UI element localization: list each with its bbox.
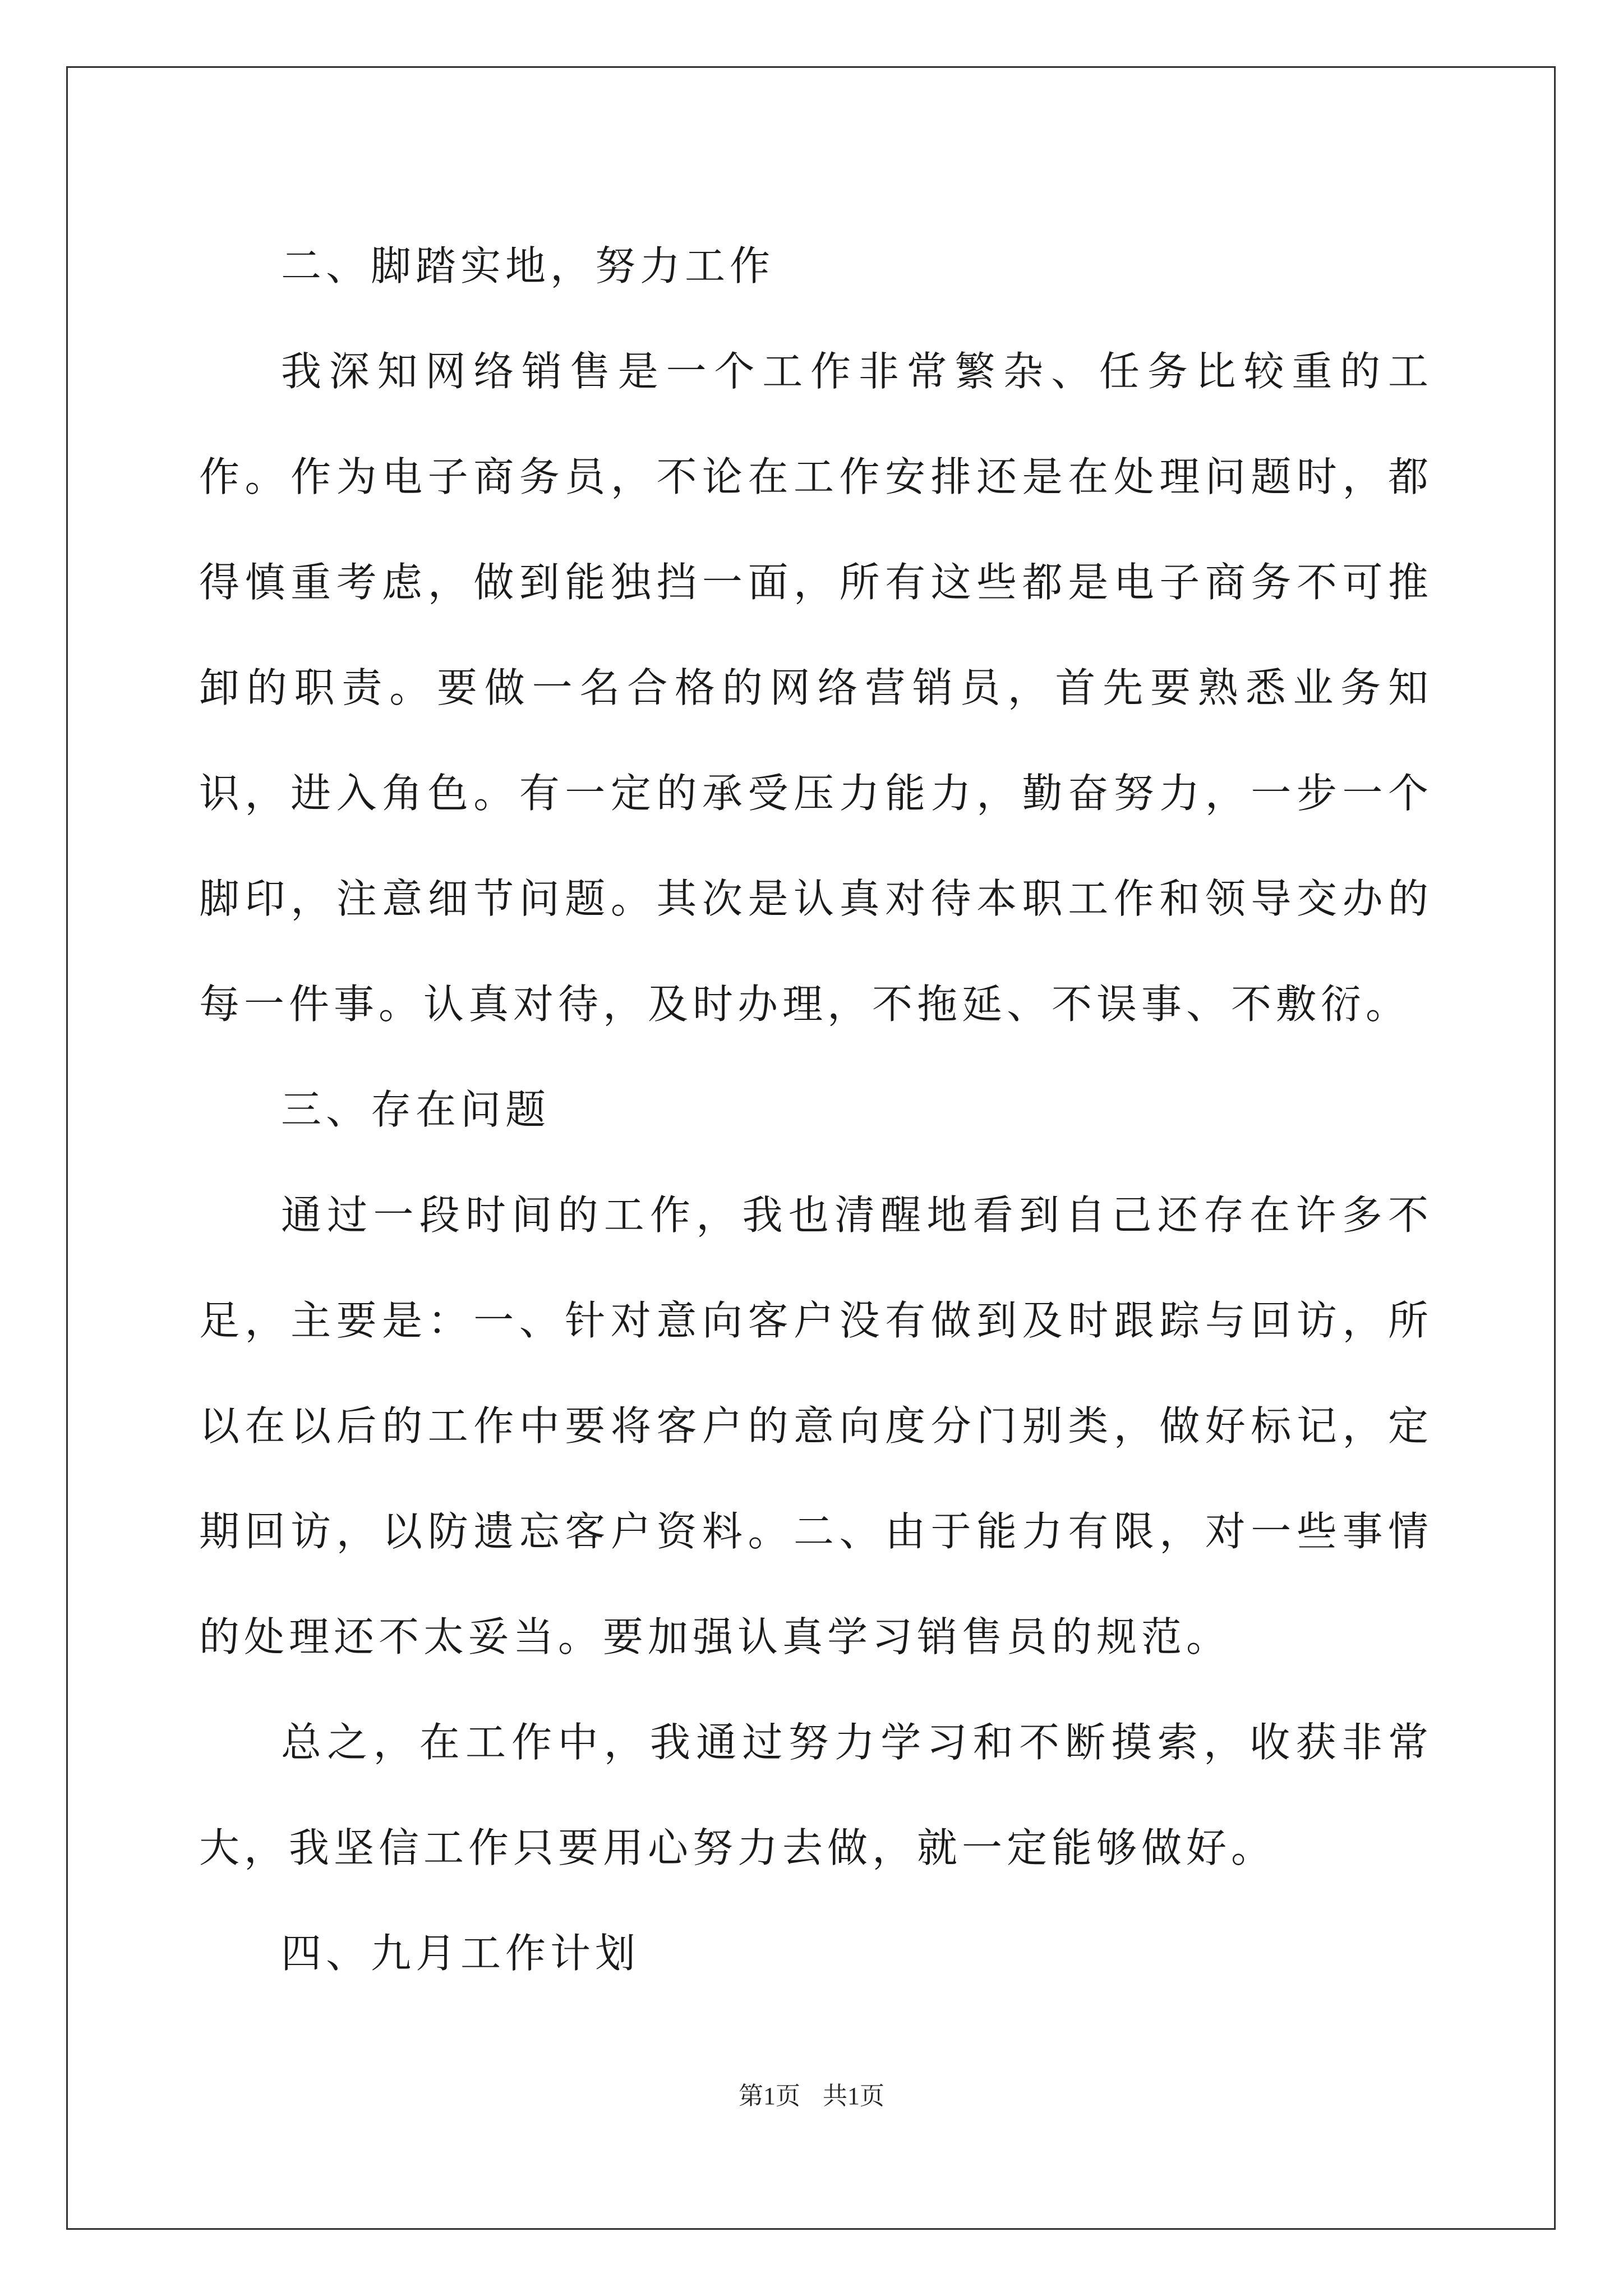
paragraph: 通过一段时间的工作，我也清醒地看到自己还存在许多不足，主要是：一、针对意向客户没有做到及时跟踪与回访，所以在以后的工作中要将客户的意向度分门别类，做好标记，定期回访，以防遗忘客户资料。二、由于能力有限，对一些事情的处理还不太妥当。要加强认真学习销售员的规范。 <box>199 1191 1433 1660</box>
page-footer <box>0 2076 1623 2111</box>
section-heading: 三、存在问题 <box>281 1086 551 1133</box>
section-heading: 四、九月工作计划 <box>281 1930 640 1977</box>
page-total: 共1页 <box>823 2082 884 2110</box>
section-heading: 二、脚踏实地，努力工作 <box>281 242 775 289</box>
page-number: 第1页 <box>739 2082 800 2110</box>
paragraph: 总之，在工作中，我通过努力学习和不断摸索，收获非常大，我坚信工作只要用心努力去做，就一定能够做好。 <box>199 1719 1433 1871</box>
paragraph: 我深知网络销售是一个工作非常繁杂、任务比较重的工作。作为电子商务员，不论在工作安排还是在处理问题时，都得慎重考虑，做到能独挡一面，所有这些都是电子商务不可推卸的职责。要做一名合格的网络营销员，首先要熟悉业务知识，进入角色。有一定的承受压力能力，勤奋努力，一步一个脚印，注意细节问题。其次是认真对待本职工作和领导交办的每一件事。认真对待，及时办理，不拖延、不误事、不敷衍。 <box>199 348 1433 1028</box>
document-body <box>199 213 1433 2006</box>
